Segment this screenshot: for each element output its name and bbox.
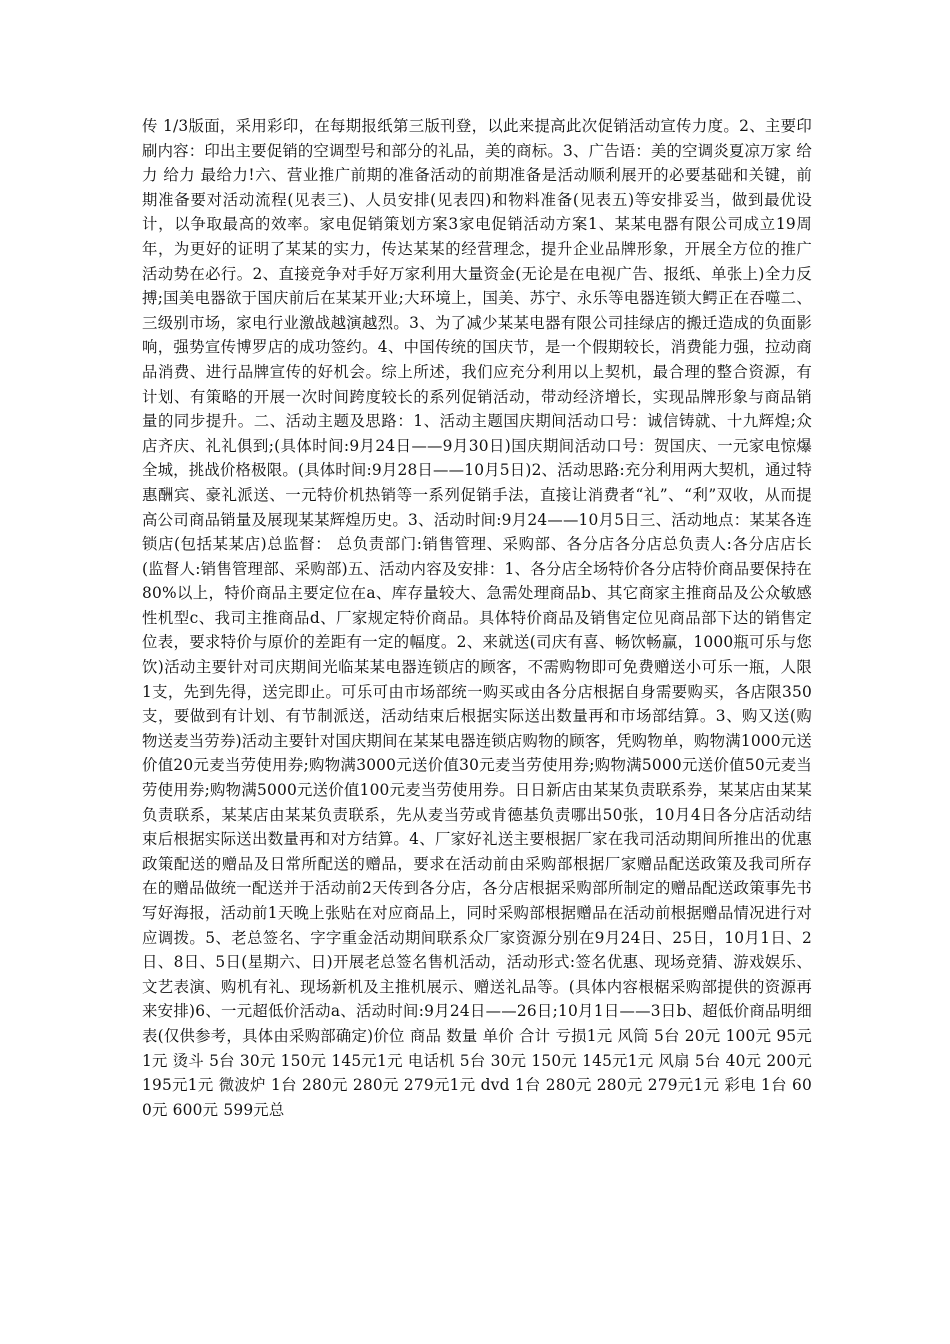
- document-page: [142, 114, 812, 1122]
- body-paragraph: 传 1/3版面，采用彩印，在每期报纸第三版刊登，以此来提高此次促销活动宣传力度。2、主要印刷内容：印出主要促销的空调型号和部分的礼品，美的商标。3、广告语：美的空调炎夏凉万家 给力 给力 最给力!六、营业推广前期的准备活动的前期准备是活动顺利展开的必要基础和关键，前期准备要对活动流程(见表三)、人员安排(见表四)和物料准备(见表五)等安排妥当，做到最优设计，以争取最高的效率。家电促销策划方案3家电促销活动方案1、某某电器有限公司成立19周年，为更好的证明了某某的实力，传达某某的经营理念，提升企业品牌形象，开展全方位的推广活动势在必行。2、直接竞争对手好万家利用大量资金(无论是在电视广告、报纸、单张上)全力反搏;国美电器欲于国庆前后在某某开业;大环境上，国美、苏宁、永乐等电器连锁大鳄正在吞噬二、三级别市场，家电行业激战越演越烈。3、为了减少某某电器有限公司挂绿店的搬迁造成的负面影响，强势宣传博罗店的成功签约。4、中国传统的国庆节，是一个假期较长，消费能力强，拉动商品消费、进行品牌宣传的好机会。综上所述，我们应充分利用以上契机，最合理的整合资源，有计划、有策略的开展一次时间跨度较长的系列促销活动，带动经济增长，实现品牌形象与商品销量的同步提升。二、活动主题及思路：1、活动主题国庆期间活动口号：诚信铸就、十九辉煌;众店齐庆、礼礼俱到;(具体时间:9月24日——9月30日)国庆期间活动口号：贺国庆、一元家电惊爆全城，挑战价格极限。(具体时间:9月28日——10月5日)2、活动思路:充分利用两大契机，通过特惠酬宾、豪礼派送、一元特价机热销等一系列促销手法，直接让消费者“礼”、“利”双收，从而提高公司商品销量及展现某某辉煌历史。3、活动时间:9月24——10月5日三、活动地点：某某各连锁店(包括某某店)总监督： 总负责部门:销售管理、采购部、各分店各分店总负责人:各分店店长(监督人:销售管理部、采购部)五、活动内容及安排：1、各分店全场特价各分店特价商品要保持在80%以上，特价商品主要定位在a、库存量较大、急需处理商品b、其它商家主推商品及公众敏感性机型c、我司主推商品d、厂家规定特价商品。具体特价商品及销售定位见商品部下达的销售定位表，要求特价与原价的差距有一定的幅度。2、来就送(司庆有喜、畅饮畅赢，1000瓶可乐与您饮)活动主要针对司庆期间光临某某电器连锁店的顾客，不需购物即可免费赠送小可乐一瓶，人限1支，先到先得，送完即止。可乐可由市场部统一购买或由各分店根据自身需要购买，各店限350支，要做到有计划、有节制派送，活动结束后根据实际送出数量再和市场部结算。3、购又送(购物送麦当劳券)活动主要针对国庆期间在某某电器连锁店购物的顾客，凭购物单，购物满1000元送价值20元麦当劳使用券;购物满3000元送价值30元麦当劳使用券;购物满5000元送价值50元麦当劳使用券;购物满5000元送价值100元麦当劳使用券。日日新店由某某负责联系券，某某店由某某负责联系，某某店由某某负责联系，先从麦当劳或肯德基负责哪出50张，10月4日各分店活动结束后根据实际送出数量再和对方结算。4、厂家好礼送主要根据厂家在我司活动期间所推出的优惠政策配送的赠品及日常所配送的赠品，要求在活动前由采购部根据厂家赠品配送政策及我司所存在的赠品做统一配送并于活动前2天传到各分店，各分店根据采购部所制定的赠品配送政策事先书写好海报，活动前1天晚上张贴在对应商品上，同时采购部根据赠品在活动前根据赠品情况进行对应调拨。5、老总签名、字字重金活动期间联系众厂家资源分别在9月24日、25日，10月1日、2日、8日、5日(星期六、日)开展老总签名售机活动，活动形式:签名优惠、现场竞猜、游戏娱乐、文艺表演、购机有礼、现场新机及主推机展示、赠送礼品等。(具体内容根椐采购部提供的资源再来安排)6、一元超低价活动a、活动时间:9月24日——26日;10月1日——3日b、超低价商品明细表(仅供参考，具体由采购部确定)价位 商品 数量 单价 合计 亏损1元 风筒 5台 20元 100元 95元1元 烫斗 5台 30元 150元 145元1元 电话机 5台 30元 150元 145元1元 风扇 5台 40元 200元 195元1元 微波炉 1台 280元 280元 279元1元 dvd 1台 280元 280元 279元1元 彩电 1台 600元 600元 599元总: [142, 117, 812, 1119]
